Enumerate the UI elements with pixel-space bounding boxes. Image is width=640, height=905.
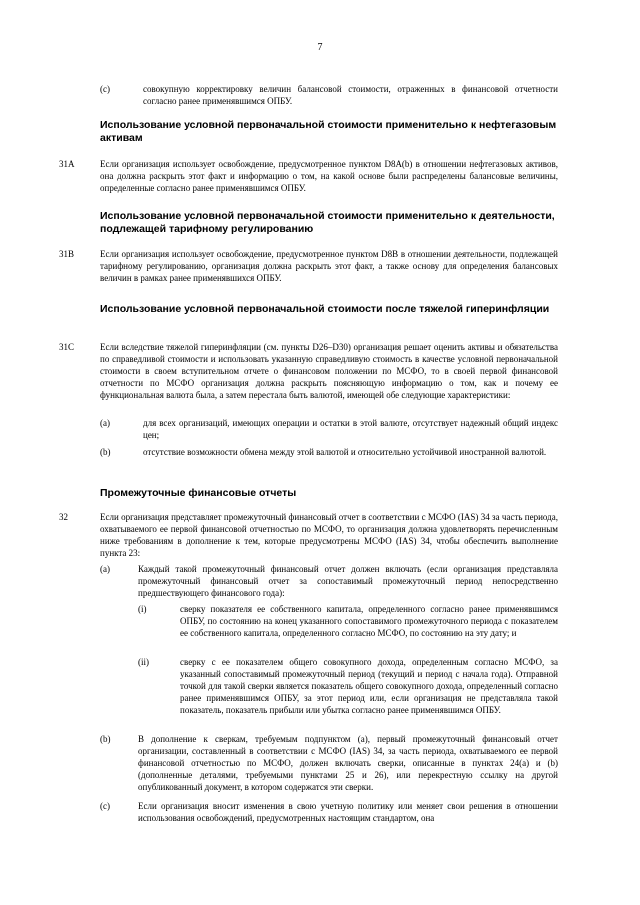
list-label: (a) [100,564,110,574]
paragraph: Если организация использует освобождение, предусмотренное пунктом D8A(b) в отношении нефтегазовых активов, она должна раскрыть этот факт и информацию о том, на какой основе были распределены балансовые величины, определенные согласно ранее применявшимся ОПБУ. [100,159,558,193]
paragraph-number: 31C [59,342,75,352]
list-label: (b) [100,447,111,457]
paragraph: Если вследствие тяжелой гиперинфляции (см. пункты D26–D30) организация решает оценить активы и обязательства по справедливой стоимости и использовать указанную справедливую стоимость в качестве условной первоначальной стоимости в своем вступительном отчете о финансовом положении по МСФО, то в своей первой финансовой отчетности по МСФО организация должна раскрыть поясняющую информацию о том, как и почему ее функциональная валюта была, а затем перестала быть валютой, имеющей обе следующие характеристики: [100,342,558,400]
paragraph-number: 31A [59,159,75,169]
list-item: отсутствие возможности обмена между этой валютой и относительно устойчивой иностранной валютой. [143,447,547,457]
list-item: В дополнение к сверкам, требуемым подпунктом (a), первый промежуточный финансовый отчет организации, составленный в соответствии с МСФО (IAS) 34, за часть периода, охватываемого ее первой финансовой отчетностью по МСФО, должен включать сверки, описанные в пунктах 24(a) и (b) (дополненные деталями, требуемыми пунктами 25 и 26), или перекрестную ссылку на другой опубликованный документ, в котором содержатся эти сверки. [138,734,558,792]
list-item: сверку показателя ее собственного капитала, определенного согласно ранее применявшимся ОПБУ, по состоянию на конец указанного сопоставимого промежуточного периода с показателем ее собственного капитала, определенного согласно МСФО, по состоянию на эту дату; и [180,604,558,638]
paragraph: совокупную корректировку величин балансовой стоимости, отраженных в финансовой отчетности согласно ранее применявшимся ОПБУ. [143,84,558,106]
section-heading: Использование условной первоначальной стоимости после тяжелой гиперинфляции [100,303,550,315]
list-label: (i) [138,604,147,614]
paragraph-number: 32 [59,512,68,522]
list-label: (c) [100,84,110,94]
list-label: (a) [100,418,110,428]
list-label: (c) [100,801,110,811]
section-heading: Промежуточные финансовые отчеты [100,487,297,499]
page-number: 7 [317,42,323,53]
paragraph: Если организация использует освобождение, предусмотренное пунктом D8B в отношении деятельности, подлежащей тарифному регулированию, организация должна раскрыть этот факт, а также основу для определения балансовых величин в рамках ранее применявшихся ОПБУ. [100,249,558,283]
list-item: для всех организаций, имеющих операции и остатки в этой валюте, отсутствует надежный общий индекс цен; [143,418,558,440]
list-label: (ii) [138,657,149,667]
list-item: Если организация вносит изменения в свою учетную политику или меняет свои решения в отношении использования освобождений, предусмотренных настоящим стандартом, она [138,801,558,823]
section-heading: Использование условной первоначальной стоимости применительно к деятельности, подлежащей тарифному регулированию [100,210,555,235]
paragraph-number: 31B [59,249,75,259]
list-item: сверку с ее показателем общего совокупного дохода, определенным согласно МСФО, за указанный сопоставимый промежуточный период (текущий и период с начала года). Отправной точкой для такой сверки является показатель общего совокупного дохода, определенный согласно ранее применявшимся ОПБУ, за этот период или, если организация не представляла такой показатель, показатель прибыли или убытка согласно ранее применявшимся ОПБУ. [180,657,558,715]
section-heading: Использование условной первоначальной стоимости применительно к нефтегазовым активам [100,119,557,144]
list-label: (b) [100,734,111,744]
list-item: Каждый такой промежуточный финансовый отчет должен включать (если организация представляла промежуточный финансовый отчет за сопоставимый промежуточный период непосредственно предшествующего финансового года): [138,564,558,598]
paragraph: Если организация представляет промежуточный финансовый отчет в соответствии с МСФО (IAS) 34 за часть периода, охватываемого ее первой финансовой отчетностью по МСФО, то организация должна удовлетворять перечисленным ниже требованиям в дополнение к тем, которые предусмотрены МСФО (IAS) 34, чтобы обеспечить выполнение пункта 23: [100,512,558,558]
